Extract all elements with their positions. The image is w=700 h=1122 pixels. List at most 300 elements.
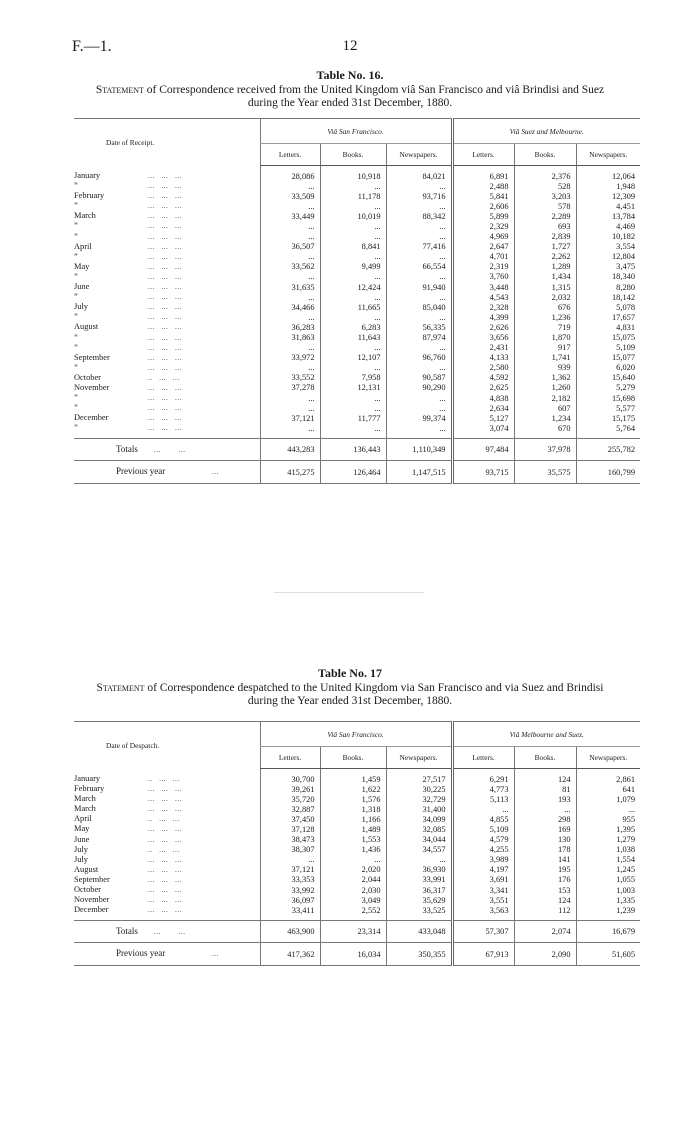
month-label: ”: [74, 342, 78, 352]
column-header: Newspapers.: [576, 144, 640, 166]
table-16-title: Table No. 16.: [316, 68, 384, 82]
table-row: [74, 855, 640, 865]
column-header: Books.: [514, 144, 576, 166]
month-label: January: [74, 171, 101, 180]
value-cell: 33,972: [260, 353, 320, 363]
date-cell: [74, 302, 260, 312]
group-header-san-francisco: Viâ San Francisco.: [260, 722, 452, 747]
value-cell: 417,362: [260, 943, 320, 966]
date-cell: [74, 322, 260, 332]
month-label: ”: [74, 362, 78, 372]
value-cell: ...: [386, 201, 452, 211]
leader-dots: ... ... ...: [148, 414, 182, 423]
value-cell: 8,841: [320, 242, 386, 252]
value-cell: 38,307: [260, 845, 320, 855]
date-cell: [74, 845, 260, 855]
month-label: ”: [74, 332, 78, 342]
value-cell: 1,289: [514, 262, 576, 272]
value-cell: 5,577: [576, 403, 640, 413]
date-cell: [74, 292, 260, 302]
value-cell: 6,283: [320, 322, 386, 332]
value-cell: ...: [386, 403, 452, 413]
leader-dots: ...: [212, 468, 219, 477]
value-cell: 2,319: [452, 262, 514, 272]
value-cell: 4,451: [576, 201, 640, 211]
leader-dots: ... ... ...: [148, 323, 182, 332]
month-label: ”: [74, 292, 78, 302]
date-cell: [74, 272, 260, 282]
statement-lead: Statement: [95, 84, 144, 96]
date-cell: [74, 865, 260, 875]
value-cell: ...: [320, 181, 386, 191]
value-cell: 11,665: [320, 302, 386, 312]
date-cell: [74, 794, 260, 804]
value-cell: 7,958: [320, 373, 386, 383]
value-cell: 16,034: [320, 943, 386, 966]
column-header: Newspapers.: [386, 747, 452, 769]
value-cell: 5,899: [452, 211, 514, 221]
value-cell: 9,499: [320, 262, 386, 272]
month-label: April: [74, 241, 92, 251]
totals-row-label: Totals: [116, 444, 138, 455]
value-cell: 415,275: [260, 461, 320, 484]
table-row: [74, 403, 640, 413]
value-cell: 12,107: [320, 353, 386, 363]
value-cell: 1,554: [576, 855, 640, 865]
table-row: [74, 272, 640, 282]
value-cell: 3,989: [452, 855, 514, 865]
value-cell: 77,416: [386, 242, 452, 252]
value-cell: 32,729: [386, 794, 452, 804]
value-cell: 195: [514, 865, 576, 875]
date-cell: [74, 835, 260, 845]
date-cell: [74, 855, 260, 865]
leader-dots: ... ... ...: [148, 886, 182, 895]
value-cell: 87,974: [386, 333, 452, 343]
column-header: Books.: [514, 747, 576, 769]
value-cell: ...: [260, 423, 320, 433]
date-cell: [74, 905, 260, 915]
table-row: [74, 282, 640, 292]
value-cell: 2,328: [452, 302, 514, 312]
value-cell: ...: [320, 312, 386, 322]
value-cell: ...: [386, 312, 452, 322]
month-label: ”: [74, 251, 78, 261]
value-cell: 3,074: [452, 423, 514, 433]
value-cell: 31,635: [260, 282, 320, 292]
leader-dots: ... ...: [154, 446, 186, 455]
month-label: November: [74, 895, 110, 905]
value-cell: 3,049: [320, 895, 386, 905]
value-cell: 176: [514, 875, 576, 885]
table-row: [74, 835, 640, 845]
value-cell: 1,741: [514, 353, 576, 363]
value-cell: ...: [386, 272, 452, 282]
previous-year-row: [74, 943, 640, 966]
value-cell: ...: [260, 272, 320, 282]
table-row: [74, 221, 640, 231]
table-row: [74, 865, 640, 875]
date-cell: [74, 282, 260, 292]
date-cell: [74, 393, 260, 403]
value-cell: 1,239: [576, 905, 640, 915]
value-cell: ...: [260, 181, 320, 191]
value-cell: ...: [320, 272, 386, 282]
value-cell: 81: [514, 784, 576, 794]
column-header: Newspapers.: [576, 747, 640, 769]
value-cell: 99,374: [386, 413, 452, 423]
group-header-melbourne-suez: Viâ Melbourne and Suez.: [452, 722, 640, 747]
value-cell: 1,003: [576, 885, 640, 895]
table-row: [74, 393, 640, 403]
value-cell: 3,203: [514, 191, 576, 201]
value-cell: 4,592: [452, 373, 514, 383]
value-cell: 39,261: [260, 784, 320, 794]
value-cell: 4,399: [452, 312, 514, 322]
value-cell: 1,110,349: [386, 439, 452, 461]
value-cell: 37,121: [260, 865, 320, 875]
leader-dots: ... ... ...: [148, 232, 182, 241]
group-header-san-francisco: Viâ San Francisco.: [260, 119, 452, 144]
value-cell: 6,291: [452, 774, 514, 784]
value-cell: 93,716: [386, 191, 452, 201]
value-cell: 1,038: [576, 845, 640, 855]
value-cell: 15,077: [576, 353, 640, 363]
value-cell: 33,353: [260, 875, 320, 885]
table-16-body: [74, 166, 640, 484]
leader-dots: ... ... ...: [148, 293, 182, 302]
previous-year-row-label: Previous year: [116, 466, 166, 477]
value-cell: ...: [386, 423, 452, 433]
value-cell: 1,055: [576, 875, 640, 885]
date-cell: [74, 221, 260, 231]
value-cell: 37,121: [260, 413, 320, 423]
value-cell: ...: [320, 423, 386, 433]
table-16: [74, 118, 640, 484]
leader-dots: ... ... ...: [148, 303, 182, 312]
leader-dots: ... ... ...: [148, 192, 182, 201]
value-cell: 37,450: [260, 814, 320, 824]
value-cell: 36,930: [386, 865, 452, 875]
value-cell: ...: [386, 363, 452, 373]
date-cell: [74, 191, 260, 201]
value-cell: 463,900: [260, 921, 320, 943]
leader-dots: ... ... ...: [148, 363, 182, 372]
table-row: [74, 905, 640, 915]
column-header: Letters.: [452, 144, 514, 166]
month-label: July: [74, 302, 88, 312]
value-cell: 2,861: [576, 774, 640, 784]
leader-dots: ... ... ...: [148, 896, 182, 905]
value-cell: 124: [514, 895, 576, 905]
separator-rule: [274, 592, 424, 593]
value-cell: 17,657: [576, 312, 640, 322]
value-cell: 3,760: [452, 272, 514, 282]
value-cell: 2,289: [514, 211, 576, 221]
value-cell: ...: [320, 403, 386, 413]
value-cell: 2,030: [320, 885, 386, 895]
value-cell: ...: [260, 393, 320, 403]
value-cell: 719: [514, 322, 576, 332]
leader-dots: ... ... ...: [148, 212, 182, 221]
month-label: ”: [74, 423, 78, 433]
table-row: [74, 353, 640, 363]
value-cell: 6,020: [576, 363, 640, 373]
value-cell: 4,579: [452, 835, 514, 845]
value-cell: 1,079: [576, 794, 640, 804]
value-cell: 15,175: [576, 413, 640, 423]
date-cell: [74, 353, 260, 363]
table-17-title: Table No. 17: [318, 666, 382, 680]
month-label: November: [74, 382, 110, 392]
month-label: September: [74, 874, 110, 884]
value-cell: ...: [320, 292, 386, 302]
value-cell: 27,517: [386, 774, 452, 784]
value-cell: ...: [386, 181, 452, 191]
value-cell: 4,831: [576, 322, 640, 332]
value-cell: 90,290: [386, 383, 452, 393]
value-cell: ...: [320, 363, 386, 373]
value-cell: 90,587: [386, 373, 452, 383]
leader-dots: ... ... ...: [148, 906, 182, 915]
month-label: July: [74, 844, 88, 854]
value-cell: 97,484: [452, 439, 514, 461]
value-cell: 255,782: [576, 439, 640, 461]
value-cell: 153: [514, 885, 576, 895]
date-cell: [74, 774, 260, 784]
page-number: 12: [342, 38, 358, 54]
leader-dots: ... ... ...: [148, 424, 182, 433]
month-label: ”: [74, 221, 78, 231]
leader-dots: ... ... ...: [148, 272, 182, 281]
value-cell: 36,317: [386, 885, 452, 895]
value-cell: 2,074: [514, 921, 576, 943]
leader-dots: ... ... ...: [148, 222, 182, 231]
value-cell: 85,040: [386, 302, 452, 312]
table-row: [74, 343, 640, 353]
date-cell: [74, 824, 260, 834]
value-cell: 2,431: [452, 343, 514, 353]
value-cell: 4,133: [452, 353, 514, 363]
value-cell: 607: [514, 403, 576, 413]
value-cell: 141: [514, 855, 576, 865]
table-17-statement: [82, 682, 618, 708]
value-cell: ...: [320, 855, 386, 865]
statement-text: of Correspondence received from the United Kingdom viâ San Francisco and viâ Brindisi and Suez during the Year ended 31st December, 1880.: [143, 84, 605, 109]
date-cell: [74, 383, 260, 393]
leader-dots: ... ... ...: [148, 855, 182, 864]
value-cell: 5,764: [576, 423, 640, 433]
month-label: August: [74, 322, 99, 332]
value-cell: 37,278: [260, 383, 320, 393]
leader-dots: ... ... ...: [148, 825, 182, 834]
value-cell: 2,647: [452, 242, 514, 252]
value-cell: 12,309: [576, 191, 640, 201]
value-cell: ...: [320, 232, 386, 242]
value-cell: 126,464: [320, 461, 386, 484]
month-label: June: [74, 282, 90, 292]
value-cell: 1,948: [576, 181, 640, 191]
value-cell: ...: [576, 804, 640, 814]
value-cell: 1,335: [576, 895, 640, 905]
value-cell: 91,940: [386, 282, 452, 292]
value-cell: 30,225: [386, 784, 452, 794]
value-cell: 2,376: [514, 171, 576, 181]
value-cell: ...: [386, 252, 452, 262]
value-cell: 8,280: [576, 282, 640, 292]
date-cell: [74, 343, 260, 353]
value-cell: ...: [386, 292, 452, 302]
value-cell: 28,086: [260, 171, 320, 181]
month-label: ”: [74, 181, 78, 191]
value-cell: 4,469: [576, 221, 640, 231]
statement-text: of Correspondence despatched to the United Kingdom via San Francisco and via Suez and Brindisi during the Year ended 31st December, 1880.: [144, 682, 604, 707]
month-label: ”: [74, 201, 78, 211]
date-cell: [74, 885, 260, 895]
value-cell: 2,634: [452, 403, 514, 413]
month-label: ”: [74, 312, 78, 322]
leader-dots: ... ... ...: [148, 343, 182, 352]
value-cell: 12,131: [320, 383, 386, 393]
leader-dots: ... ... ...: [148, 172, 182, 180]
value-cell: 5,113: [452, 794, 514, 804]
leader-dots: ... ... ...: [148, 333, 182, 342]
value-cell: 33,509: [260, 191, 320, 201]
value-cell: 11,643: [320, 333, 386, 343]
value-cell: ...: [320, 201, 386, 211]
value-cell: 18,340: [576, 272, 640, 282]
value-cell: 3,554: [576, 242, 640, 252]
value-cell: 5,127: [452, 413, 514, 423]
value-cell: 56,335: [386, 322, 452, 332]
date-cell: [74, 875, 260, 885]
table-row: [74, 333, 640, 343]
date-cell: [74, 413, 260, 423]
value-cell: 33,525: [386, 905, 452, 915]
value-cell: 693: [514, 221, 576, 231]
month-label: March: [74, 794, 96, 804]
table-row: [74, 423, 640, 433]
value-cell: 2,020: [320, 865, 386, 875]
value-cell: 10,182: [576, 232, 640, 242]
value-cell: 112: [514, 905, 576, 915]
table-row: [74, 383, 640, 393]
value-cell: 5,109: [452, 824, 514, 834]
value-cell: 3,341: [452, 885, 514, 895]
value-cell: 96,760: [386, 353, 452, 363]
value-cell: 33,991: [386, 875, 452, 885]
table-row: [74, 181, 640, 191]
value-cell: ...: [452, 804, 514, 814]
month-label: August: [74, 864, 99, 874]
date-cell: [74, 181, 260, 191]
column-header: Books.: [320, 144, 386, 166]
totals-row-label: Totals: [116, 926, 138, 937]
leader-dots: ... ... ...: [148, 394, 182, 403]
leader-dots: ... ... ...: [148, 182, 182, 191]
value-cell: 3,563: [452, 905, 514, 915]
value-cell: 5,841: [452, 191, 514, 201]
value-cell: 1,318: [320, 804, 386, 814]
leader-dots: ... ... ...: [148, 805, 182, 814]
leader-dots: ... ... ...: [148, 865, 182, 874]
date-cell: [74, 784, 260, 794]
value-cell: 1,459: [320, 774, 386, 784]
totals-row: [74, 921, 640, 943]
table-row: [74, 363, 640, 373]
value-cell: 34,466: [260, 302, 320, 312]
table-row: [74, 784, 640, 794]
value-cell: 3,656: [452, 333, 514, 343]
table-row: [74, 191, 640, 201]
value-cell: 13,784: [576, 211, 640, 221]
month-label: October: [74, 372, 101, 382]
date-cell: [74, 373, 260, 383]
value-cell: 34,557: [386, 845, 452, 855]
value-cell: 2,839: [514, 232, 576, 242]
value-cell: ...: [320, 343, 386, 353]
value-cell: 5,078: [576, 302, 640, 312]
date-cell: [74, 211, 260, 221]
value-cell: 1,395: [576, 824, 640, 834]
value-cell: 15,640: [576, 373, 640, 383]
leader-dots: ... ... ...: [148, 202, 182, 211]
column-header: Books.: [320, 747, 386, 769]
page-header: [72, 38, 628, 56]
value-cell: 32,085: [386, 824, 452, 834]
value-cell: 36,507: [260, 242, 320, 252]
date-cell: [74, 895, 260, 905]
value-cell: 51,605: [576, 943, 640, 966]
value-cell: 35,629: [386, 895, 452, 905]
value-cell: 15,075: [576, 333, 640, 343]
value-cell: ...: [260, 403, 320, 413]
value-cell: 2,262: [514, 252, 576, 262]
leader-dots: ... ... ...: [148, 383, 182, 392]
value-cell: 2,626: [452, 322, 514, 332]
table-row: [74, 774, 640, 784]
value-cell: 88,342: [386, 211, 452, 221]
value-cell: 433,048: [386, 921, 452, 943]
table-row: [74, 312, 640, 322]
value-cell: 124: [514, 774, 576, 784]
value-cell: 33,992: [260, 885, 320, 895]
value-cell: 10,019: [320, 211, 386, 221]
leader-dots: .. ... ...: [148, 775, 180, 783]
month-label: ”: [74, 271, 78, 281]
leader-dots: ... ... ...: [148, 353, 182, 362]
value-cell: 6,891: [452, 171, 514, 181]
value-cell: ...: [320, 393, 386, 403]
value-cell: 1,245: [576, 865, 640, 875]
value-cell: ...: [386, 855, 452, 865]
value-cell: 33,449: [260, 211, 320, 221]
month-label: May: [74, 261, 90, 271]
value-cell: 1,622: [320, 784, 386, 794]
leader-dots: ...: [212, 950, 219, 959]
table-row: [74, 292, 640, 302]
date-cell: [74, 403, 260, 413]
value-cell: ...: [320, 221, 386, 231]
value-cell: 136,443: [320, 439, 386, 461]
value-cell: 2,182: [514, 393, 576, 403]
table-row: [74, 814, 640, 824]
value-cell: 578: [514, 201, 576, 211]
value-cell: 4,773: [452, 784, 514, 794]
leader-dots: ... ... ...: [148, 252, 182, 261]
value-cell: 2,090: [514, 943, 576, 966]
table-row: [74, 302, 640, 312]
